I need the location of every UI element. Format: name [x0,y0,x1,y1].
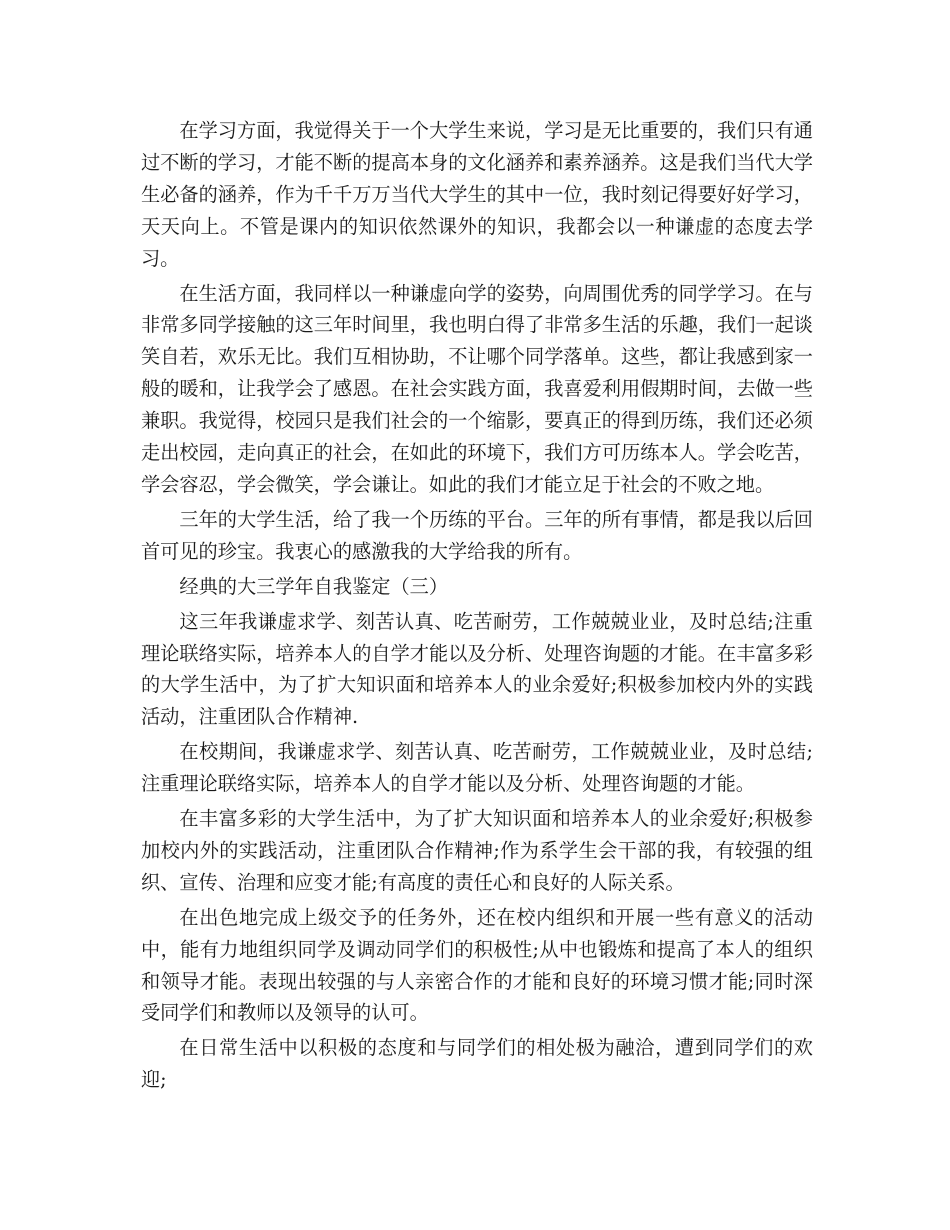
paragraph-summary: 这三年我谦虚求学、刻苦认真、吃苦耐劳，工作兢兢业业，及时总结;注重理论联络实际，培养本人的自学才能以及分析、处理咨询题的才能。在丰富多彩的大学生活中，为了扩大知识面和培养本人的业余爱好;积极参加校内外的实践活动，注重团队合作精神. [141,609,813,729]
document-body [141,115,813,1099]
paragraph-three-years: 三年的大学生活，给了我一个历练的平台。三年的所有事情，都是我以后回首可见的珍宝。我衷心的感激我的大学给我的所有。 [141,507,813,563]
section-heading: 经典的大三学年自我鉴定（三） [179,574,449,598]
paragraph-school-period: 在校期间，我谦虚求学、刻苦认真、吃苦耐劳，工作兢兢业业，及时总结;注重理论联络实际，培养本人的自学才能以及分析、处理咨询题的才能。 [141,740,813,796]
paragraph-activities: 在丰富多彩的大学生活中，为了扩大知识面和培养本人的业余爱好;积极参加校内外的实践活动，注重团队合作精神;作为系学生会干部的我，有较强的组织、宣传、治理和应变才能;有高度的责任心和良好的人际关系。 [141,807,813,894]
paragraph-organization: 在出色地完成上级交予的任务外，还在校内组织和开展一些有意义的活动中，能有力地组织同学及调动同学们的积极性;从中也锻炼和提高了本人的组织和领导才能。表现出较强的与人亲密合作的才能和良好的环境习惯才能;同时深受同学们和教师以及领导的认可。 [141,905,813,1025]
paragraph-study: 在学习方面，我觉得关于一个大学生来说，学习是无比重要的，我们只有通过不断的学习，才能不断的提高本身的文化涵养和素养涵养。这是我们当代大学生必备的涵养，作为千千万万当代大学生的其中一位，我时刻记得要好好学习，天天向上。不管是课内的知识依然课外的知识，我都会以一种谦虚的态度去学习。 [141,119,813,270]
paragraph-life: 在生活方面，我同样以一种谦虚向学的姿势，向周围优秀的同学学习。在与非常多同学接触的这三年时间里，我也明白得了非常多生活的乐趣，我们一起谈笑自若，欢乐无比。我们互相协助，不让哪个同学落单。这些，都让我感到家一般的暖和，让我学会了感恩。在社会实践方面，我喜爱利用假期时间，去做一些兼职。我觉得，校园只是我们社会的一个缩影，要真正的得到历练，我们还必须走出校园，走向真正的社会，在如此的环境下，我们方可历练本人。学会吃苦，学会容忍，学会微笑，学会谦让。如此的我们才能立足于社会的不败之地。 [141,281,813,496]
paragraph-daily-life: 在日常生活中以积极的态度和与同学们的相处极为融洽，遭到同学们的欢迎; [141,1036,813,1092]
